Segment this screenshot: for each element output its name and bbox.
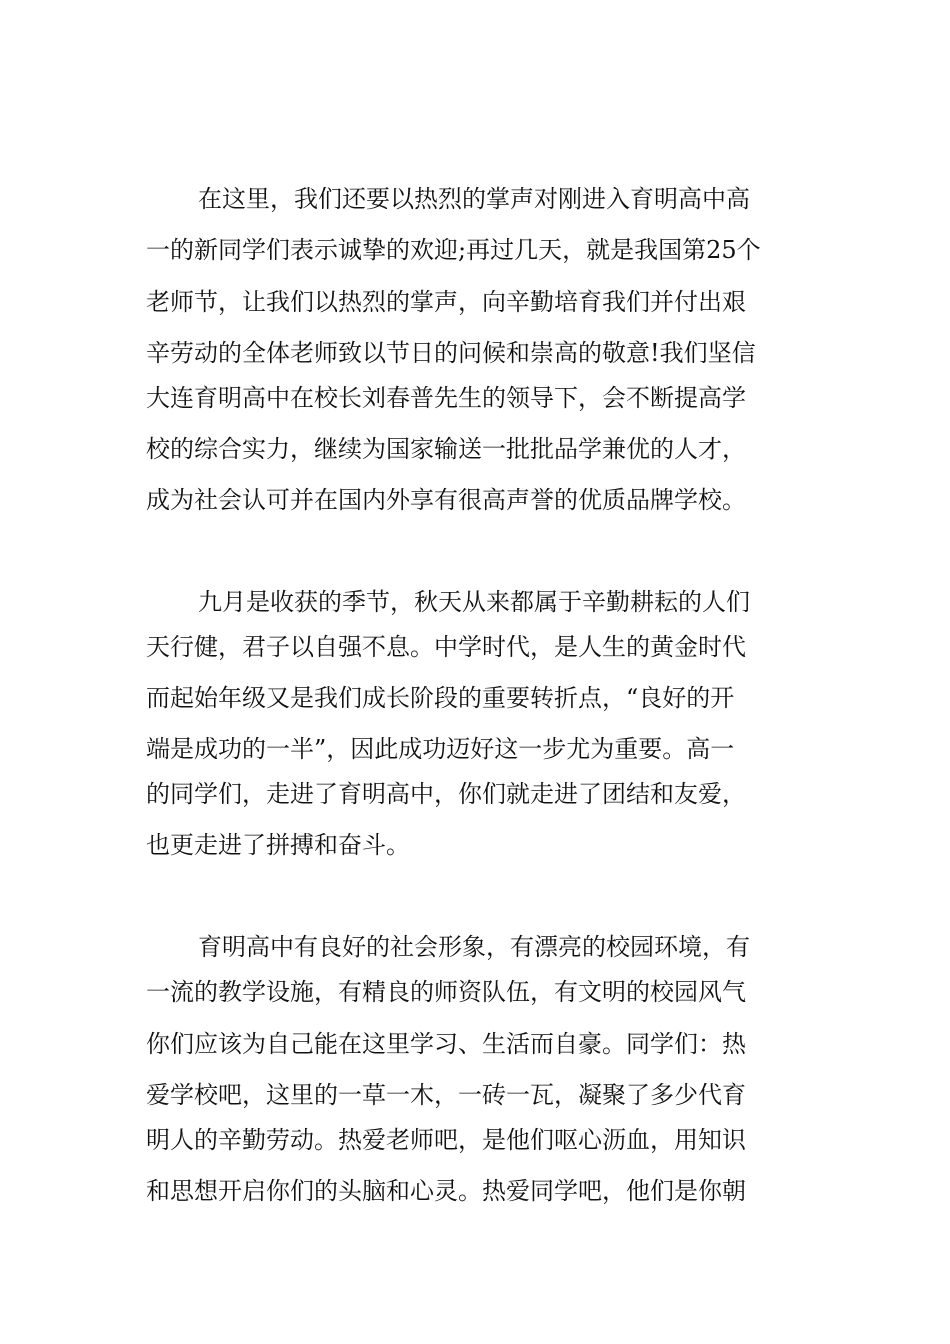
paragraph-1-line-1: 在这里，我们还要以热烈的掌声对刚进入育明高中高 — [198, 185, 750, 213]
paragraph-1-line-7: 成为社会认可并在国内外享有很高声誉的优质品牌学校。 — [146, 486, 746, 514]
paragraph-3-line-1: 育明高中有良好的社会形象，有漂亮的校园环境，有 — [198, 933, 750, 961]
paragraph-2-line-2: 天行健，君子以自强不息。中学时代，是人生的黄金时代 — [146, 633, 746, 661]
paragraph-3-line-4: 爱学校吧，这里的一草一木，一砖一瓦，凝聚了多少代育 — [146, 1081, 746, 1109]
paragraph-3-line-5: 明人的辛勤劳动。热爱老师吧，是他们呕心沥血，用知识 — [146, 1126, 746, 1154]
paragraph-3-line-2: 一流的教学设施，有精良的师资队伍，有文明的校园风气 — [146, 978, 746, 1006]
paragraph-2-line-6: 也更走进了拼搏和奋斗。 — [146, 831, 410, 859]
paragraph-3-line-3: 你们应该为自己能在这里学习、生活而自豪。同学们：热 — [146, 1030, 746, 1058]
paragraph-2-line-5: 的同学们，走进了育明高中，你们就走进了团结和友爱， — [146, 780, 746, 808]
paragraph-2-line-3: 而起始年级又是我们成长阶段的重要转折点，“良好的开 — [146, 684, 735, 712]
paragraph-2-line-4: 端是成功的一半”，因此成功迈好这一步尤为重要。高一 — [146, 735, 735, 763]
paragraph-1-line-6: 校的综合实力，继续为国家输送一批批品学兼优的人才， — [146, 435, 746, 463]
paragraph-2-line-1: 九月是收获的季节，秋天从来都属于辛勤耕耘的人们 — [198, 588, 750, 616]
paragraph-1-line-4: 辛劳动的全体老师致以节日的问候和崇高的敬意!我们坚信 — [146, 339, 756, 367]
paragraph-1-line-5: 大连育明高中在校长刘春普先生的领导下，会不断提高学 — [146, 384, 746, 412]
paragraph-3-line-6: 和思想开启你们的头脑和心灵。热爱同学吧，他们是你朝 — [146, 1177, 746, 1205]
paragraph-1-line-2: 一的新同学们表示诚挚的欢迎;再过几天，就是我国第25个 — [146, 236, 761, 264]
paragraph-1-line-3: 老师节，让我们以热烈的掌声，向辛勤培育我们并付出艰 — [146, 288, 746, 316]
